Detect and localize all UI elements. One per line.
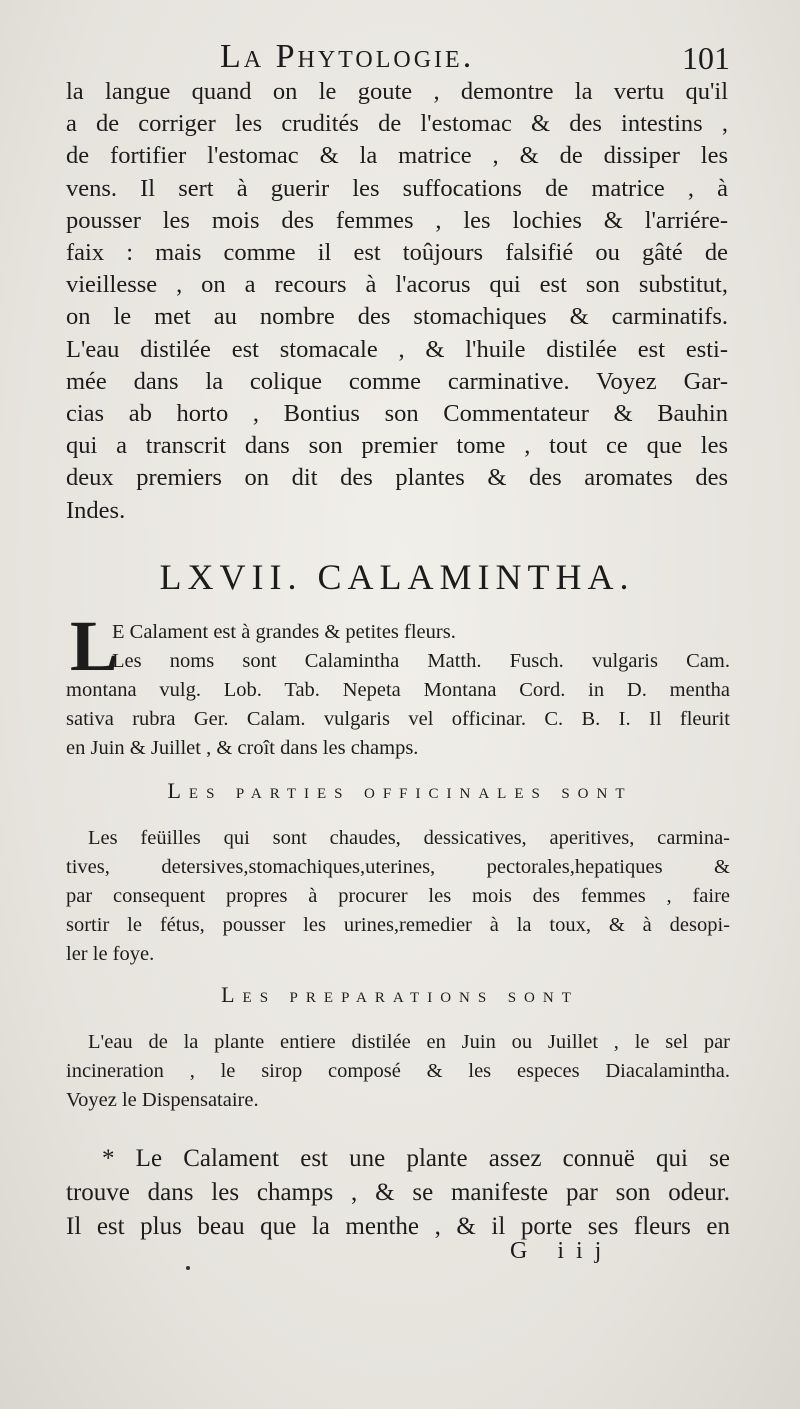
text-line: * Le Calament est une plante assez connuë qui se	[102, 1145, 730, 1172]
text-line: la langue quand on le goute , demontre la vertu qu'il	[66, 78, 728, 105]
text-line: E Calament est à grandes & petites fleurs.	[112, 621, 456, 643]
text-line: tives, detersives,stomachiques,uterines, pectorales,hepatiques &	[66, 856, 730, 878]
text-line: faix : mais comme il est toûjours falsifié ou gâté de	[66, 239, 728, 267]
drop-cap: L	[70, 606, 119, 686]
text-line: pousser les mois des femmes , les lochies & l'arriére-	[66, 206, 728, 234]
text-line: Il est plus beau que la menthe , & il porte ses fleurs en	[66, 1213, 730, 1240]
running-title: La Phytologie.	[220, 38, 475, 75]
text-line: a de corriger les crudités de l'estomac & des intestins ,	[66, 110, 728, 138]
text-line: L'eau distilée est stomacale , & l'huile distilée est esti-	[66, 335, 728, 363]
text-line: sativa rubra Ger. Calam. vulgaris vel officinar. C. B. I. Il fleurit	[66, 708, 730, 730]
section-note	[66, 1142, 730, 1244]
section-intro	[66, 606, 730, 763]
text-line: de fortifier l'estomac & la matrice , & de dissiper les	[66, 142, 728, 170]
text-line: Les noms sont Calamintha Matth. Fusch. vulgaris Cam.	[112, 650, 730, 672]
subheading-parties: Les parties officinales sont	[167, 778, 633, 803]
text-line: ler le foye.	[66, 943, 155, 965]
text-line: cias ab horto , Bontius son Commentateur & Bauhin	[66, 400, 728, 428]
text-line: trouve dans les champs , & se manifeste par son odeur.	[66, 1179, 730, 1206]
paragraph-acorus	[66, 76, 728, 527]
subheading-preparations: Les preparations sont	[221, 982, 579, 1007]
page-number: 101	[682, 40, 730, 76]
section-heading: LXVII. CALAMINTHA.	[159, 557, 635, 597]
ink-speck	[186, 1266, 190, 1270]
text-line: vens. Il sert à guerir les suffocations de matrice , à	[66, 174, 728, 202]
text-line: qui a transcrit dans son premier tome , tout ce que les	[66, 432, 728, 460]
text-line: montana vulg. Lob. Tab. Nepeta Montana Cord. in D. mentha	[66, 679, 730, 701]
section-preparations	[66, 1028, 730, 1115]
text-line: incineration , le sirop composé & les especes Diacalamintha.	[66, 1060, 730, 1082]
text-line: L'eau de la plante entiere distilée en Juin ou Juillet , le sel par	[88, 1031, 730, 1053]
text-line: mée dans la colique comme carminative. Voyez Gar-	[66, 367, 728, 395]
text-line: Les feüilles qui sont chaudes, dessicatives, aperitives, carmina-	[88, 827, 730, 849]
text-line: en Juin & Juillet , & croît dans les champs.	[66, 737, 419, 759]
text-line: par consequent propres à procurer les mois des femmes , faire	[66, 885, 730, 907]
section-parties	[66, 824, 730, 969]
text-line: deux premiers on dit des plantes & des aromates des	[66, 464, 728, 492]
text-line: Indes.	[66, 496, 126, 524]
text-line: Voyez le Dispensataire.	[66, 1089, 259, 1111]
text-line: on le met au nombre des stomachiques & carminatifs.	[66, 303, 728, 331]
text-line: vieillesse , on a recours à l'acorus qui est son substitut,	[66, 271, 728, 299]
text-line: sortir le fétus, pousser les urines,remedier à la toux, & à desopi-	[66, 914, 730, 936]
signature-mark: G iij	[510, 1238, 614, 1264]
